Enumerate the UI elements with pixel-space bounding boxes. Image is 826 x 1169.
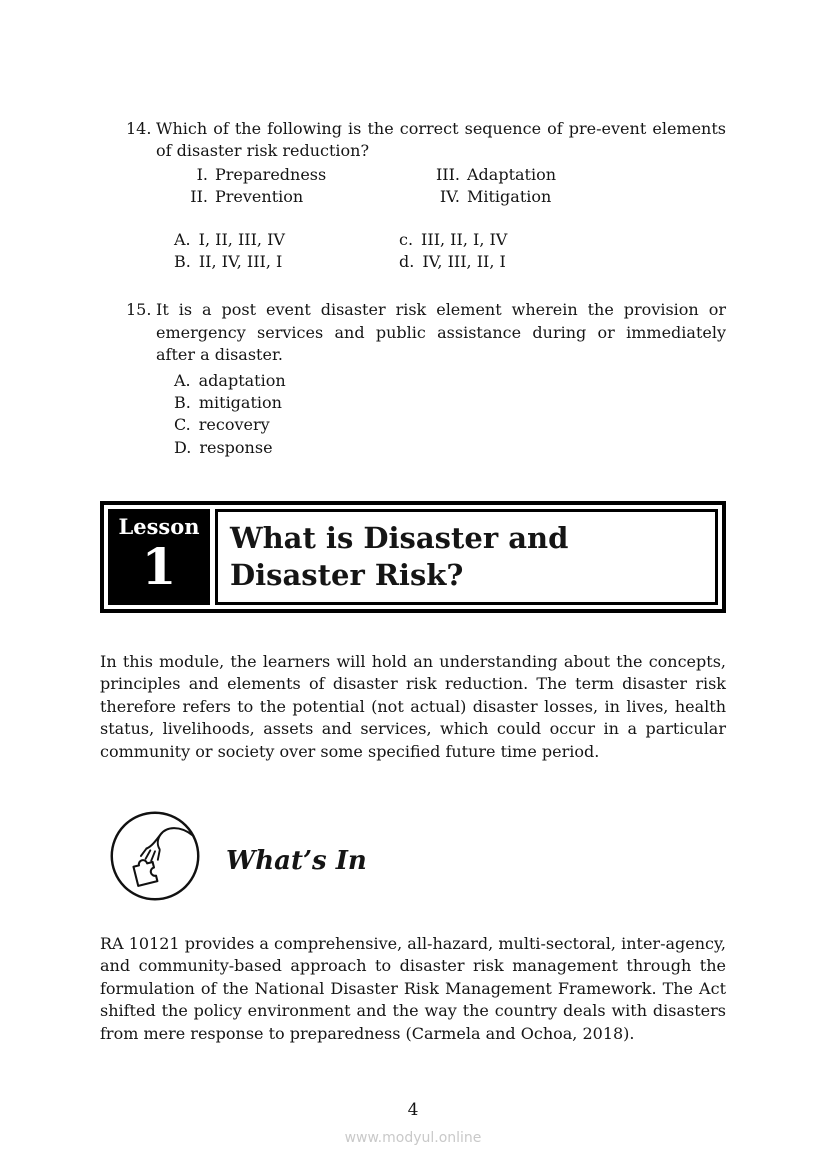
watermark: www.modyul.online	[344, 1130, 482, 1147]
roman-options	[176, 164, 726, 209]
roman-option-text: Mitigation	[467, 187, 552, 207]
roman-option	[176, 186, 428, 208]
choice-item	[174, 414, 726, 436]
lesson-title-line: What is Disaster and	[230, 520, 569, 555]
roman-option	[176, 164, 428, 186]
choice-item	[174, 437, 726, 459]
choice-item	[399, 251, 726, 273]
choice-letter: c.	[399, 229, 414, 249]
choice-letter: A.	[174, 370, 191, 390]
choice-letter: C.	[174, 415, 191, 435]
roman-option	[428, 186, 726, 208]
page-number: 4	[407, 1100, 419, 1121]
answer-choices	[174, 229, 726, 274]
lesson-title-box	[215, 509, 718, 605]
choice-text: I, II, III, IV	[198, 229, 285, 249]
choice-letter: A.	[174, 229, 191, 249]
roman-numeral: IV.	[439, 187, 460, 207]
roman-numeral: II.	[190, 187, 208, 207]
choice-item	[174, 251, 399, 273]
roman-option-text: Preparedness	[215, 164, 327, 184]
choice-text: adaptation	[198, 370, 286, 390]
roman-option-text: Adaptation	[467, 164, 557, 184]
choice-letter: D.	[174, 437, 192, 457]
choice-letter: B.	[174, 392, 191, 412]
question-stem: Which of the following is the correct sequence of pre-event elements of disaster risk reduction?	[156, 119, 726, 161]
module-intro-paragraph: In this module, the learners will hold an understanding about the concepts, principles and elements of disaster risk reduction. The term disaster risk therefore refers to the potential (not actual) disaster losses, in lives, health status, livelihoods, assets and services, which could occur in a particular community or society over some specified future time period.	[100, 652, 726, 761]
lesson-title-line: Disaster Risk?	[230, 558, 464, 593]
choice-text: IV, III, II, I	[422, 251, 506, 271]
choice-item	[174, 229, 399, 251]
choice-text: III, II, I, IV	[421, 229, 508, 249]
choice-item	[174, 392, 726, 414]
choice-text: II, IV, III, I	[198, 251, 283, 271]
whats-in-heading: What’s In	[226, 845, 367, 876]
choice-text: recovery	[198, 415, 270, 435]
answer-choices	[174, 370, 726, 460]
lesson-label: Lesson	[118, 514, 200, 540]
question-stem: It is a post event disaster risk element wherein the provision or emergency services and public assistance during or immediately after a disaster.	[156, 300, 726, 365]
ra-10121-paragraph: RA 10121 provides a comprehensive, all-hazard, multi-sectoral, inter-agency, and community-based approach to disaster risk management through the formulation of the National Disaster Risk Management Framework. The Act shifted the policy environment and the way the country deals with disasters from mere response to preparedness (Carmela and Ochoa, 2018).	[100, 934, 726, 1043]
choice-text: mitigation	[198, 392, 282, 412]
question-body	[156, 118, 726, 273]
choice-item	[399, 229, 726, 251]
question-number: 14.	[126, 119, 152, 138]
question-row	[126, 118, 726, 273]
question-row	[126, 299, 726, 459]
roman-option	[428, 164, 726, 186]
question-14	[100, 118, 726, 273]
lesson-number-badge	[108, 509, 210, 605]
question-body	[156, 299, 726, 459]
choice-text: response	[199, 437, 273, 457]
hand-puzzle-icon	[108, 809, 202, 903]
whats-in-section	[108, 809, 726, 903]
question-number: 15.	[126, 300, 152, 320]
roman-numeral: I.	[196, 164, 208, 184]
lesson-title	[230, 520, 568, 594]
lesson-number: 1	[141, 537, 177, 597]
roman-option-text: Prevention	[215, 187, 304, 207]
roman-numeral: III.	[435, 164, 460, 184]
choice-item	[174, 370, 726, 392]
choice-letter: B.	[174, 251, 191, 271]
question-15	[100, 299, 726, 459]
lesson-banner	[100, 501, 726, 613]
choice-letter: d.	[399, 251, 415, 271]
